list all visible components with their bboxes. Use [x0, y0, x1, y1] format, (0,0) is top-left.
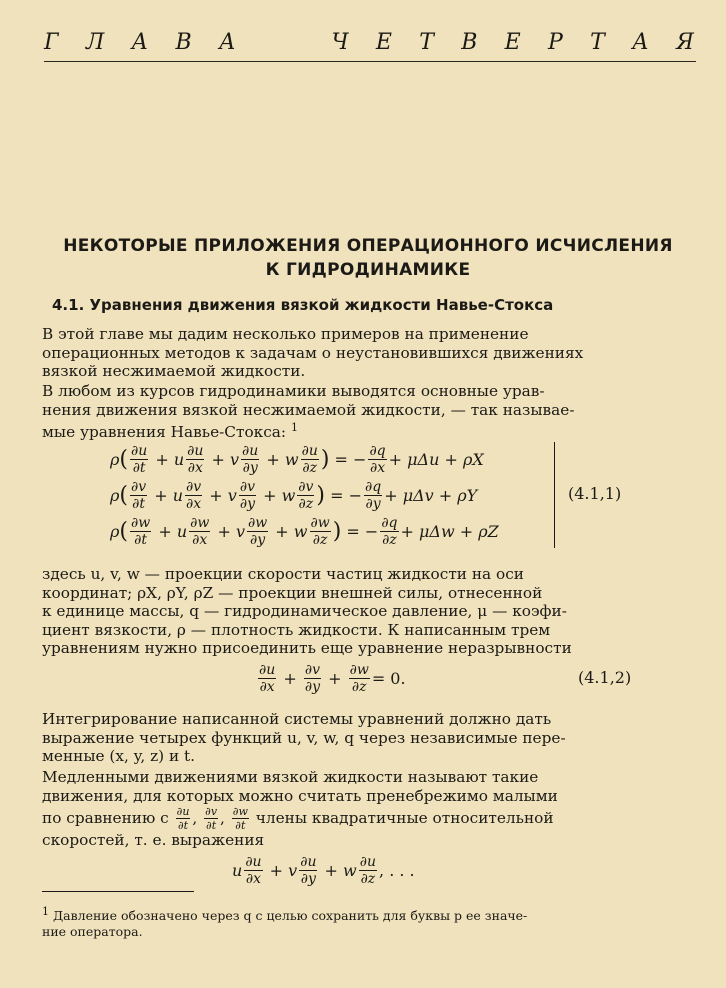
header-letter: В — [175, 30, 194, 55]
footnote-divider — [42, 891, 194, 892]
equation-rhs: + μΔu + ρX — [388, 449, 484, 469]
paragraph-integration — [42, 710, 692, 766]
header-letter — [263, 30, 272, 55]
header-letter: Т — [590, 30, 607, 55]
fraction: $\frac{\partial w}{\partial z}$ — [349, 661, 369, 695]
convective-tail: , . . . — [379, 860, 415, 880]
running-header — [44, 30, 696, 62]
fraction: $\frac{\partial q}{\partial x}$ — [369, 442, 386, 476]
paragraph-navier-stokes-intro — [42, 382, 692, 442]
footnote — [42, 904, 692, 940]
equation-brace — [550, 442, 555, 548]
header-letter: Г — [44, 30, 61, 55]
fraction: $\frac{\partial u}{\partial t}$ — [131, 442, 148, 476]
equation-label-4-1-1: (4.1,1) — [568, 484, 622, 503]
fraction: $\frac{\partial w}{\partial t}$ — [232, 804, 248, 832]
fraction: $\frac{\partial w}{\partial x}$ — [190, 514, 210, 548]
text-line: Медленными движениями вязкой жидкости называют такие — [42, 768, 539, 786]
header-letter: Т — [419, 30, 436, 55]
text-line: В этой главе мы дадим несколько примеров на применение — [42, 325, 529, 343]
text-line: движения, для которых можно считать пренебрежимо малыми — [42, 786, 558, 805]
fraction: $\frac{\partial v}{\partial y}$ — [239, 478, 255, 512]
fraction: $\frac{\partial q}{\partial z}$ — [381, 514, 398, 548]
fraction: $\frac{\partial w}{\partial t}$ — [131, 514, 151, 548]
fraction: $\frac{\partial u}{\partial z}$ — [301, 442, 318, 476]
equation-label-4-1-2: (4.1,2) — [578, 668, 632, 687]
fraction: $\frac{\partial u}{\partial t}$ — [176, 804, 190, 832]
fraction: $\frac{\partial u}{\partial y}$ — [300, 853, 317, 887]
navier-stokes-row: ρ ( $\frac{\partial w}{\partial t}$ + u $\frac{\partial w}{\partial x}$ + v $\frac{\partial w}{\partial y}$ + w $\frac{\partial w}{\partial z}$ ) = − $\frac{\partial q}{\partial z}$ + μΔw + ρZ — [110, 514, 499, 548]
text-line: выражение четырех функций u, v, w, q через независимые пере- — [42, 728, 566, 747]
header-letter: Е — [504, 30, 523, 55]
convective-terms: u $\frac{\partial u}{\partial x}$ + v $\frac{\partial u}{\partial y}$ + w $\frac{\partial u}{\partial z}$ , . . . — [232, 853, 415, 887]
fraction: $\frac{\partial u}{\partial x}$ — [259, 661, 276, 695]
fraction: $\frac{\partial w}{\partial y}$ — [247, 514, 268, 548]
navier-stokes-equations — [110, 441, 499, 549]
text-line: нения движения вязкой несжимаемой жидкости, — так называе- — [42, 400, 575, 419]
text-line: циент вязкости, ρ — плотность жидкости. К написанным трем — [42, 620, 551, 639]
text-line: вязкой несжимаемой жидкости. — [42, 362, 306, 381]
fraction: $\frac{\partial u}{\partial z}$ — [359, 853, 377, 887]
continuity-tail: = 0. — [371, 668, 406, 688]
header-letter: А — [131, 30, 151, 55]
text-line: к единице массы, q — гидродинамическое давление, μ — коэфи- — [42, 602, 567, 621]
fraction: $\frac{\partial q}{\partial y}$ — [365, 478, 382, 512]
header-letter: Я — [676, 30, 696, 55]
footnote-line: 1 Давление обозначено через q с целью сохранить для буквы p ее значе- — [42, 905, 528, 924]
text-line: мые уравнения Навье-Стокса: $^1$ — [42, 421, 298, 442]
equation-rhs: + μΔw + ρZ — [400, 521, 499, 541]
text-line: по сравнению с $\frac{\partial u}{\partial t}$ , $\frac{\partial v}{\partial t}$ , $\frac{\partial w}{\partial t}$ члены квадратичные относительной — [42, 804, 554, 832]
navier-stokes-row: ρ ( $\frac{\partial u}{\partial t}$ + u $\frac{\partial u}{\partial x}$ + v $\frac{\partial u}{\partial y}$ + w $\frac{\partial u}{\partial z}$ ) = − $\frac{\partial q}{\partial x}$ + μΔu + ρX — [110, 442, 484, 476]
navier-stokes-row: ρ ( $\frac{\partial v}{\partial t}$ + u $\frac{\partial v}{\partial x}$ + v $\frac{\partial v}{\partial y}$ + w $\frac{\partial v}{\partial z}$ ) = − $\frac{\partial q}{\partial y}$ + μΔv + ρY — [110, 478, 478, 512]
fraction: $\frac{\partial v}{\partial y}$ — [304, 661, 320, 695]
fraction: $\frac{\partial u}{\partial x}$ — [187, 442, 204, 476]
fraction: $\frac{\partial w}{\partial z}$ — [310, 514, 330, 548]
paragraph-slow-motion — [42, 768, 692, 850]
fraction: $\frac{\partial v}{\partial x}$ — [186, 478, 202, 512]
chapter-title — [40, 234, 696, 282]
text-line: скоростей, т. е. выражения — [42, 831, 265, 850]
header-letter: Е — [375, 30, 394, 55]
header-letter: Р — [548, 30, 565, 55]
header-letter: А — [632, 30, 651, 55]
fraction: $\frac{\partial u}{\partial y}$ — [242, 442, 259, 476]
text-line: Интегрирование написанной системы уравнений должно дать — [42, 710, 552, 728]
header-letter: В — [461, 30, 480, 55]
continuity-equation: $\frac{\partial u}{\partial x}$ + $\frac{\partial v}{\partial y}$ + $\frac{\partial w}{\partial z}$ = 0. — [259, 661, 406, 695]
chapter-title-line2: К ГИДРОДИНАМИКЕ — [265, 260, 471, 280]
section-title: 4.1. Уравнения движения вязкой жидкости Навье-Стокса — [52, 296, 554, 314]
equation-rhs: + μΔv + ρY — [384, 485, 478, 505]
header-letter — [297, 30, 306, 55]
text-line: уравнениям нужно присоединить еще уравнение неразрывности — [42, 639, 572, 658]
paragraph-definitions — [42, 565, 692, 658]
text-line: менные (x, y, z) и t. — [42, 747, 196, 766]
text-line: здесь u, v, w — проекции скорости частиц жидкости на оси — [42, 565, 524, 583]
footnote-line: ние оператора. — [42, 924, 143, 940]
header-letter: Л — [85, 30, 107, 55]
fraction: $\frac{\partial v}{\partial t}$ — [131, 478, 147, 512]
text-line: координат; ρX, ρY, ρZ — проекции внешней силы, отнесенной — [42, 583, 543, 602]
text-line: В любом из курсов гидродинамики выводятся основные урав- — [42, 382, 545, 400]
footnote-mark: 1 — [290, 421, 298, 435]
chapter-title-line1: НЕКОТОРЫЕ ПРИЛОЖЕНИЯ ОПЕРАЦИОННОГО ИСЧИСЛЕНИЯ — [63, 236, 673, 256]
header-letter: А — [218, 30, 238, 55]
fraction: $\frac{\partial u}{\partial x}$ — [245, 853, 262, 887]
fraction: $\frac{\partial v}{\partial z}$ — [298, 478, 314, 512]
paragraph-intro — [42, 325, 692, 381]
fraction: $\frac{\partial v}{\partial t}$ — [205, 804, 218, 832]
header-letter: Ч — [331, 30, 351, 55]
text-line: операционных методов к задачам о неустановившихся движениях — [42, 343, 584, 362]
